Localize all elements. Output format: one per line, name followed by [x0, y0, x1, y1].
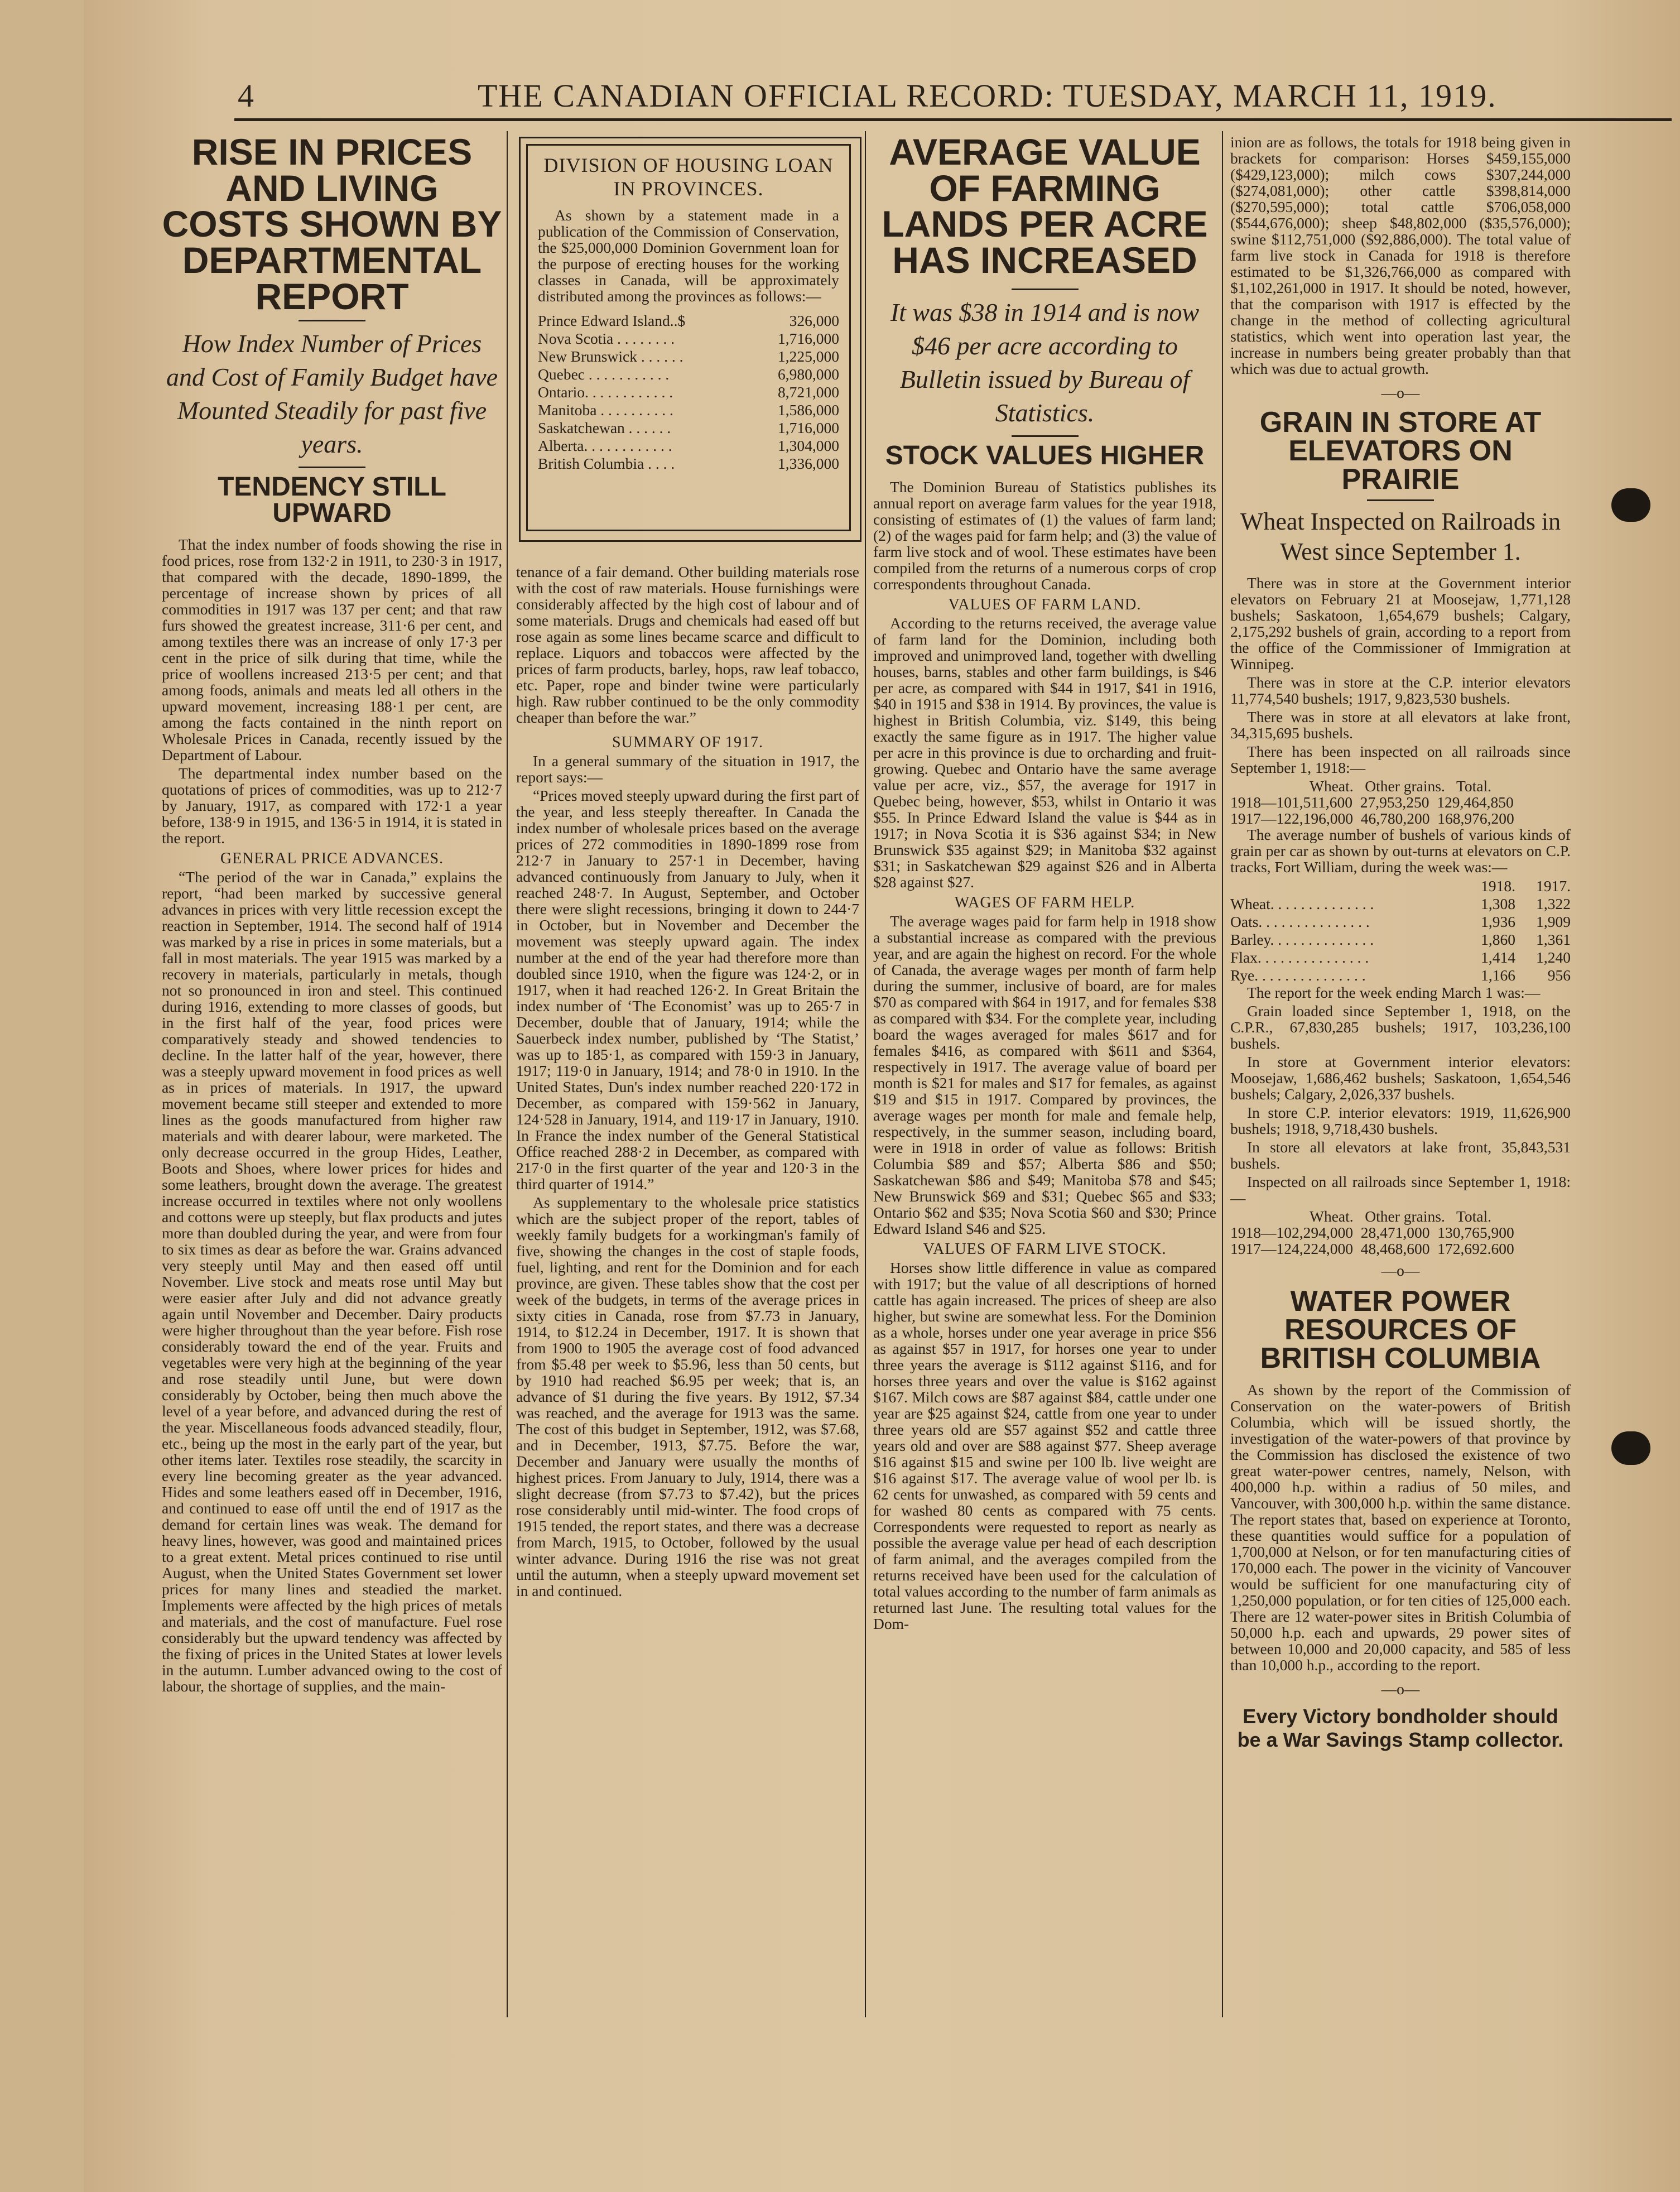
value-1917: 1,909 [1536, 912, 1571, 930]
column-1 [162, 134, 502, 2015]
paragraph: Horses show little difference in value as compared with 1917; but the value of all descriptions of horned cattle has again increased. The prices of sheep are also higher, but swine are somewhat less. For the Dominion as a whole, horses under one year average in price $56 as against $57 in 1917, for horses one year to under three years the average is $112 against $116, and for horses three years and over the value is $162 against $167. Milch cows are $87 against $84, cattle under one year are $25 against $24, cattle from one year to under three years old are $57 against $52 and cattle three years old and over are $88 against $77. Sheep average $16 against $15 and swine per 100 lb. live weight are $16 against $17. The average value of wool per lb. is 62 cents for unwashed, as compared with 59 cents and for washed 80 cents as compared with 75 cents. Correspondents were requested to report as nearly as possible the average value per head of each description of farm animal, and the averages compiled from the returns received have been used for the calculation of total values according to the number of farm animals as returned last June. The resulting total values for the Dom- [873, 1258, 1216, 1632]
loan-row [538, 437, 839, 455]
paragraph: tenance of a fair demand. Other building materials rose with the cost of raw materials. House furnishings were considerably affected by the high cost of labour and of some materials. Drugs and chemicals had eased off but rose again as some lines became scarce and difficult to replace. Liquors and tobaccos were affected by the prices of farm products, barley, hops, raw leaf tobacco, etc. Paper, rope and binder twine were particularly high. Raw rubber continued to be the only commodity cheaper than before the war.” [516, 564, 859, 726]
loan-row [538, 348, 839, 366]
grain-name: Oats. . . . . . . . . . . . . . . [1230, 912, 1370, 930]
value-1918: 1,308 [1481, 895, 1515, 912]
province-name: Prince Edward Island..$ [538, 312, 686, 329]
value-1917: 1,361 [1536, 930, 1571, 948]
column-2 [516, 564, 859, 2015]
section-heading: WAGES OF FARM HELP. [954, 893, 1135, 911]
paragraph: In a general summary of the situation in 1917, the report says:— [516, 752, 859, 786]
grain-row [1230, 913, 1571, 931]
paragraph: The average number of bushels of various kinds of grain per car as shown by out-turns at elevators on C.P. tracks, Fort William, during the week was:— [1230, 825, 1571, 876]
paragraph: The departmental index number based on the quotations of prices of commodities, was up to 212·7 by January, 1917, as compared with 172·1 a year before, 138·9 in 1915, and 136·5 in 1914, it is stated in the report. [162, 765, 502, 847]
grain-row [1230, 931, 1571, 949]
table-head: Wheat. Other grains. Total. [1310, 777, 1491, 795]
headline-grain: GRAIN IN STORE AT ELEVATORS ON PRAIRIE [1259, 406, 1542, 496]
value-1917: 1,322 [1536, 895, 1571, 912]
grain-row [1230, 967, 1571, 984]
loan-row [538, 312, 839, 330]
loan-amount: 326,000 [789, 312, 839, 329]
section-heading: VALUES OF FARM LAND. [948, 595, 1142, 613]
paragraph: As shown by the report of the Commission of Conservation on the water-powers of British Columbia, which will be issued shortly, the investigation of the water-powers of that province by the Commission has disclosed the existence of two great water-power centres, namely, Nelson, with 400,000 h.p. within a radius of 50 miles, and Vancouver, with 300,000 h.p. within the same distance. The report states that, based on experience at Toronto, these quantities would suffice for a population of 1,700,000 at Nelson, or for ten manufacturing cities of 170,000 each. The power in the vicinity of Vancouver would be sufficient for one manufacturing city of 1,250,000 population, or for ten cities of 125,000 each. There are 12 water-power sites in British Columbia of 50,000 h.p. each and upwards, 29 power sites of between 10,000 and 20,000 capacity, and 585 of less than 10,000 h.p., according to the report. [1230, 1381, 1571, 1674]
table-row: 1918—101,511,600 27,953,250 129,464,850 [1230, 793, 1514, 811]
loan-row [538, 383, 839, 401]
value-1918: 1,166 [1481, 966, 1515, 984]
column-rule-2 [865, 131, 866, 2017]
paragraph: In store at Government interior elevators: Moosejaw, 1,686,462 bushels; Saskatoon, 1,654,546 bushels; Calgary, 2,026,337 bushels. [1230, 1052, 1571, 1103]
deck-farm-lands: It was $38 in 1914 and is now $46 per acre according to Bulletin issued by Bureau of Statistics. [890, 297, 1200, 427]
masthead: THE CANADIAN OFFICIAL RECORD: TUESDAY, MARCH 11, 1919. [478, 78, 1497, 114]
value-1917: 956 [1547, 966, 1571, 984]
province-name: Ontario. . . . . . . . . . . . [538, 383, 673, 401]
short-rule [1367, 499, 1434, 501]
loan-amount: 1,336,000 [778, 455, 839, 472]
value-1918: 1,860 [1481, 930, 1515, 948]
headline-water-power: WATER POWER RESOURCES OF BRITISH COLUMBIA [1260, 1285, 1541, 1374]
paragraph: There was in store at the Government interior elevators on February 21 at Moosejaw, 1,771,128 bushels; Saskatoon, 1,654,679 bushels; Calgary, 2,175,292 bushels of grain, according to a report from the office of the Commissioner of Immigration at Winnipeg. [1230, 574, 1571, 672]
loan-amount: 6,980,000 [778, 366, 839, 383]
paragraph: “The period of the war in Canada,” explains the report, “had been marked by successive general advances in prices with very little recession except the reaction in September, 1914. The second half of 1914 was marked by a rise in prices in some materials, but a fall in most materials. The year 1915 was marked by a recovery in materials, particularly in metals, though not so pronounced in iron and steel. This continued during 1916, extending to more classes of goods, but in the first half of the year, food prices were comparatively steady and showed tendencies to decline. In the latter half of the year, however, there was a steeply upward movement in food prices as well as in prices of materials. In 1917, the upward movement became still steeper and extended to more lines as the goods manufactured from higher raw materials and with dearer labour, were marketed. The only decrease occurred in the group Hides, Leather, Boots and Shoes, where lower prices for hides and some leathers, brought down the average. The greatest increase occurred in textiles where not only woollens and cottons were up steeply, but flax products and jutes more than doubled during the year, and were from four to six times as dear as before the war. Grains advanced very steeply until May and then eased off until November. Live stock and meats rose until May but were easier after July and did not advance greatly again until November and December. Dairy products were higher throughout than the year before. Fish rose considerably toward the end of the year. Fruits and vegetables were very high at the beginning of the year and rose steadily until June, but were down considerably by October, being then much above the level of a year before, and advanced during the rest of the year. Miscellaneous foods advanced steadily, flour, etc., being up the most in the early part of the year, but other items later. Textiles rose steadily, the scarcity in every line becoming greater as the year advanced. Hides and some leathers eased off in December, 1916, and continued to ease off until the end of 1917 as the demand for certain lines was weak. The demand for heavy lines, however, was good and maintained prices to a great extent. Metal prices continued to rise until August, when the United States Government set lower prices for many lines and steadied the market. Implements were affected by the high prices of metals and materials, and the cost of manufacture. Fuel rose considerably but the upward tendency was affected by the fixing of prices in the United States at lower levels in the autumn. Lumber advanced owing to the cost of labour, the shortage of supplies, and the main- [162, 868, 502, 1695]
loan-table [538, 312, 839, 473]
grain-name: Barley. . . . . . . . . . . . . . [1230, 930, 1374, 948]
short-rule [299, 320, 365, 321]
loan-amount: 1,716,000 [778, 419, 839, 436]
table-row: 1917—122,196,000 46,780,200 168,976,200 [1230, 809, 1514, 827]
paragraph: As supplementary to the wholesale price statistics which are the subject proper of the report, tables of weekly family budgets for a workingman's family of five, showing the changes in the cost of staple foods, fuel, lighting, and rent for the Dominion and for each province, are given. These tables show that the cost per week of the budgets, in terms of the average prices in sixty cities in Canada, rose from $7.73 in January, 1914, to $12.24 in December, 1917. It is shown that from 1900 to 1905 the average cost of food advanced from $5.48 per week to $5.96, less than 50 cents, but by 1910 had reached $6.95 per week; that is, an advance of $1 during the five years. By 1912, $7.34 was reached, and the average for 1913 was the same. The cost of this budget in September, 1912, was $7.68, and in December, 1913, $7.75. Before the war, December and January were usually the months of highest prices. From January to July, 1914, there was a slight decrease (from $7.73 to $7.42), but the prices rose considerably until mid-winter. The food crops of 1915 tended, the report states, and there was a decrease from March, 1915, to October, followed by the usual winter advance. During 1916 the rise was not great until the autumn, when a steeply upward movement set in and continued. [516, 1194, 859, 1599]
page-number: 4 [238, 78, 255, 114]
province-name: Nova Scotia . . . . . . . . [538, 330, 675, 347]
divider: —o— [1381, 1261, 1420, 1279]
grain-row [1230, 949, 1571, 967]
grain-name: Rye. . . . . . . . . . . . . . . [1230, 966, 1366, 984]
grain-name: Wheat. . . . . . . . . . . . . . [1230, 895, 1374, 912]
paragraph: In store all elevators at lake front, 35,843,531 bushels. [1230, 1138, 1571, 1172]
province-name: New Brunswick . . . . . . [538, 348, 683, 365]
loan-row [538, 330, 839, 348]
loan-row [538, 366, 839, 383]
section-heading: VALUES OF FARM LIVE STOCK. [923, 1240, 1167, 1258]
divider: —o— [1381, 1680, 1420, 1698]
punch-hole [1611, 1431, 1650, 1465]
loan-amount: 1,716,000 [778, 330, 839, 347]
year-header: 1918. [1481, 877, 1515, 895]
housing-loan-box [519, 137, 861, 542]
deck-grain: Wheat Inspected on Railroads in West since September 1. [1240, 507, 1561, 565]
province-name: Saskatchewan . . . . . . [538, 419, 671, 436]
paragraph: According to the returns received, the average value of farm land for the Dominion, including both improved and unimproved land, together with dwelling houses, barns, stables and other farm buildings, is $46 per acre, as compared with $44 in 1917, $41 in 1916, $40 in 1915 and $38 in 1914. By provinces, the value is highest in British Columbia, viz. $149, this being exactly the same figure as in 1917. The higher value per acre in this province is due to orcharding and fruit-growing. Quebec and Ontario have the same average value per acre, viz., $57, the average for 1917 in Quebec being, however, $53, whilst in Ontario it was $55. In Prince Edward Island the value is $44 as in 1917; in Nova Scotia it is $36 against $34; in New Brunswick $35 against $29; in Manitoba $32 against $31; in Saskatchewan $29 against $26 and in Alberta $28 against $27. [873, 614, 1216, 891]
loan-row [538, 401, 839, 419]
paragraph: There was in store at the C.P. interior elevators 11,774,540 bushels; 1917, 9,823,530 bushels. [1230, 673, 1571, 707]
province-name: Quebec . . . . . . . . . . . [538, 366, 670, 383]
page-header [238, 77, 1680, 133]
loan-amount: 1,304,000 [778, 437, 839, 454]
column-4 [1230, 134, 1571, 2015]
loan-row [538, 455, 839, 473]
loan-row [538, 419, 839, 437]
box-intro: As shown by a statement made in a publication of the Commission of Conservation, the $25,000,000 Dominion Government loan for the purpose of erecting houses for the working classes in Canada, will be approximately distributed among the provinces as follows:— [538, 206, 839, 305]
paragraph: “Prices moved steeply upward during the first part of the year, and less steeply thereafter. In Canada the index number of wholesale prices based on the average prices of 272 commodities in 1890-1899 rose from 212·7 in January to 257·1 in December, having advanced continuously from January to July, when it reached 248·7. In August, September, and October there were slight recessions, bringing it down to 244·7 in October, but in November and December the movement was steeply upward again. The index number at the end of the year had therefore more than doubled since 1910, when the figure was 124·2, or in 1917, when it had reached 126·2. In Great Britain the index number of ‘The Economist’ was up to 265·7 in December, double that of January, 1914; while the Sauerbeck index number, published by ‘The Statist,’ was up to 185·1, as compared with 159·3 in January, 1917; 119·0 in January, 1914; and 78·0 in 1910. In the United States, Dun's index number reached 220·172 in December, as compared with 159·562 in January, 124·528 in January, 1914, and 119·17 in January, 1910. In France the index number of the General Statistical Office reached 288·2 in December, as compared with 217·0 in the first quarter of the year and 120·3 in the third quarter of 1914.” [516, 787, 859, 1193]
paragraph: The average wages paid for farm help in 1918 show a substantial increase as compared with the previous year, and are again the highest on record. For the whole of Canada, the average wages per month of farm help during the summer, inclusive of board, are for males $70 as compared with $64 in 1917, and for females $38 as compared with $34. For the complete year, including board the wages averaged for males $617 and for females $416, as compared with $611 and $364, respectively in 1917. The average value of board per month is $21 for males and $17 for females, as against $19 and $15 in 1917. Compared by provinces, the average wages per month for male and female help, respectively, in the summer season, including board, were in 1918 in order of value as follows: British Columbia $89 and $57; Alberta $86 and $50; Saskatchewan $86 and $49; Manitoba $78 and $45; New Brunswick $69 and $31; Quebec $65 and $33; Ontario $62 and $35; Nova Scotia $60 and $30; Prince Edward Island $46 and $25. [873, 912, 1216, 1237]
header-rule [234, 118, 1672, 121]
province-name: British Columbia . . . . [538, 455, 675, 472]
column-3 [873, 134, 1216, 2015]
short-rule [1012, 435, 1079, 437]
paragraph: Inspected on all railroads since September 1, 1918:— [1230, 1172, 1571, 1206]
paragraph: The Dominion Bureau of Statistics publishes its annual report on average farm values for the year 1918, consisting of estimates of (1) the values of farm land; (2) of the wages paid for farm help; and (3) the value of farm live stock and of wool. These estimates have been compiled from the returns of a numerous corps of crop correspondents throughout Canada. [873, 478, 1216, 593]
headline-prices: RISE IN PRICES AND LIVING COSTS SHOWN BY DEPARTMENTAL REPORT [162, 134, 502, 317]
column-rule-1 [507, 131, 508, 2017]
newspaper-page [84, 0, 1680, 2192]
subhead-tendency: TENDENCY STILL UPWARD [218, 472, 446, 528]
table-row: 1918—102,294,000 28,471,000 130,765,900 [1230, 1223, 1514, 1241]
year-header: 1917. [1536, 877, 1571, 895]
section-heading: SUMMARY OF 1917. [612, 734, 763, 751]
value-1917: 1,240 [1536, 948, 1571, 966]
province-name: Alberta. . . . . . . . . . . . [538, 437, 672, 454]
province-name: Manitoba . . . . . . . . . . [538, 401, 673, 419]
deck-prices: How Index Number of Prices and Cost of Family Budget have Mounted Steadily for past five years. [166, 329, 498, 459]
punch-hole [1611, 488, 1650, 522]
grain-name: Flax. . . . . . . . . . . . . . . [1230, 948, 1369, 966]
slogan: Every Victory bondholder should be a War Savings Stamp collector. [1237, 1704, 1564, 1751]
paragraph: Grain loaded since September 1, 1918, on the C.P.R., 67,830,285 bushels; 1917, 103,236,100 bushels. [1230, 1002, 1571, 1052]
value-1918: 1,936 [1481, 912, 1515, 930]
housing-loan-inner [526, 144, 851, 531]
loan-amount: 8,721,000 [778, 383, 839, 401]
paragraph: There was in store at all elevators at lake front, 34,315,695 bushels. [1230, 708, 1571, 742]
loan-amount: 1,586,000 [778, 401, 839, 419]
short-rule [1012, 289, 1079, 290]
table-head: Wheat. Other grains. Total. [1310, 1207, 1491, 1225]
paragraph: In store C.P. interior elevators: 1919, 11,626,900 bushels; 1918, 9,718,430 bushels. [1230, 1103, 1571, 1137]
subhead-stock-values: STOCK VALUES HIGHER [885, 440, 1205, 470]
paragraph: There has been inspected on all railroads since September 1, 1918:— [1230, 742, 1571, 776]
divider: —o— [1381, 384, 1420, 401]
short-rule [299, 467, 365, 468]
loan-amount: 1,225,000 [778, 348, 839, 365]
column-rule-3 [1222, 131, 1223, 2017]
box-title: DIVISION OF HOUSING LOAN IN PROVINCES. [543, 154, 834, 200]
paragraph: The report for the week ending March 1 was:— [1247, 983, 1541, 1001]
section-heading: GENERAL PRICE ADVANCES. [220, 850, 444, 868]
grain-per-car-table [1230, 877, 1571, 984]
paragraph: inion are as follows, the totals for 1918 being given in brackets for comparison: Horses $459,155,000 ($429,123,000); milch cows $307,244,000 ($274,081,000); other cattle $398,814,000 ($270,595,000); total cattle $706,058,000 ($544,676,000); sheep $48,802,000 ($35,576,000); swine $112,751,000 ($92,886,000). The total value of farm live stock in Canada for 1918 is therefore estimated to be $1,326,766,000 as compared with $1,102,261,000 in 1917. It should be noted, however, that the comparison with 1917 is effected by the change in the method of collecting agricultural statistics, which went into operation last year, the increase in numbers being greater probably than that which was due to actual growth. [1230, 134, 1571, 377]
headline-farm-lands: AVERAGE VALUE OF FARMING LANDS PER ACRE HAS INCREASED [882, 134, 1208, 281]
grain-row [1230, 895, 1571, 913]
value-1918: 1,414 [1481, 948, 1515, 966]
paragraph: That the index number of foods showing the rise in food prices, rose from 132·2 in 1911, to 230·3 in 1917, that compared with the decade, 1890-1899, the percentage of increase shown by prices of all commodities in 1917 was 137 per cent; and that raw furs showed the greatest increase, 311·6 per cent, and among textiles there was an increase of only 17·3 per cent in the price of silk during that time, while the price of woollens increased 213·5 per cent; and that among foods, animals and meats led all others in the upward movement, increasing 188·1 per cent, are among the facts contained in the ninth report on Wholesale Prices in Canada, recently issued by the Department of Labour. [162, 536, 502, 764]
table-row: 1917—124,224,000 48,468,600 172,692.600 [1230, 1239, 1514, 1257]
